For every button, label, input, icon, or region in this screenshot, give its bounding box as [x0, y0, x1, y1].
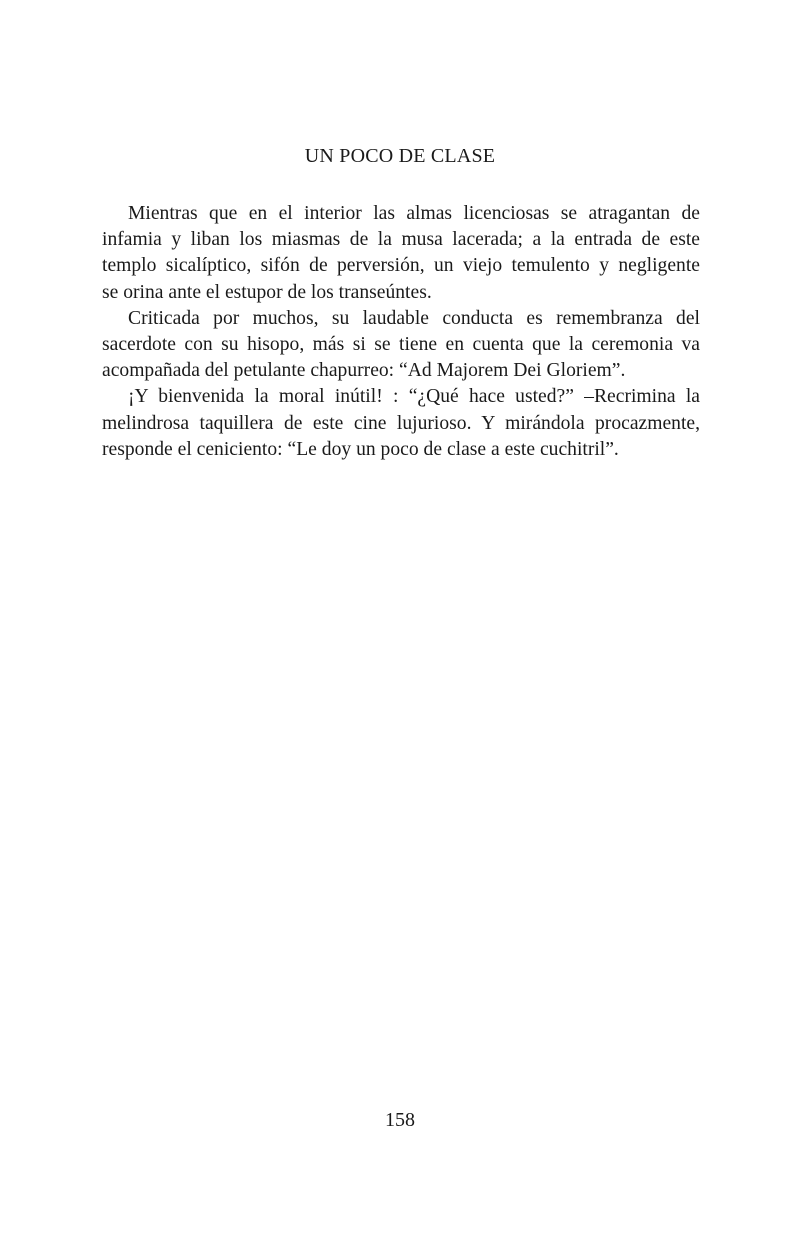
text-line: templo sicalíptico, sifón de perversión, un viejo temulento y negligente: [102, 255, 700, 277]
chapter-title: UN POCO DE CLASE: [304, 145, 496, 167]
text-line: ¡Y bienvenida la moral inútil! : “¿Qué hace usted?” –Recrimina la: [128, 386, 700, 408]
paragraph-2: [102, 306, 700, 385]
text-line: melindrosa taquillera de este cine lujurioso. Y mirándola procazmente,: [102, 412, 700, 434]
text-line: Mientras que en el interior las almas licenciosas se atragantan de: [128, 203, 700, 224]
text-line: responde el ceniciento: “Le doy un poco de clase a este cuchitril”.: [102, 438, 619, 460]
paragraph-1: [102, 201, 700, 306]
paragraph-3: [102, 384, 700, 463]
text-line: Criticada por muchos, su laudable conducta es remembranza del: [128, 307, 700, 329]
text-line: se orina ante el estupor de los transeúntes.: [102, 281, 432, 303]
body-text: [102, 201, 700, 463]
page-number: 158: [385, 1109, 415, 1131]
text-line: sacerdote con su hisopo, más si se tiene en cuenta que la ceremonia va: [102, 334, 700, 356]
text-line: infamia y liban los miasmas de la musa lacerada; a la entrada de este: [102, 229, 700, 251]
text-line: acompañada del petulante chapurreo: “Ad Majorem Dei Gloriem”.: [102, 360, 626, 382]
